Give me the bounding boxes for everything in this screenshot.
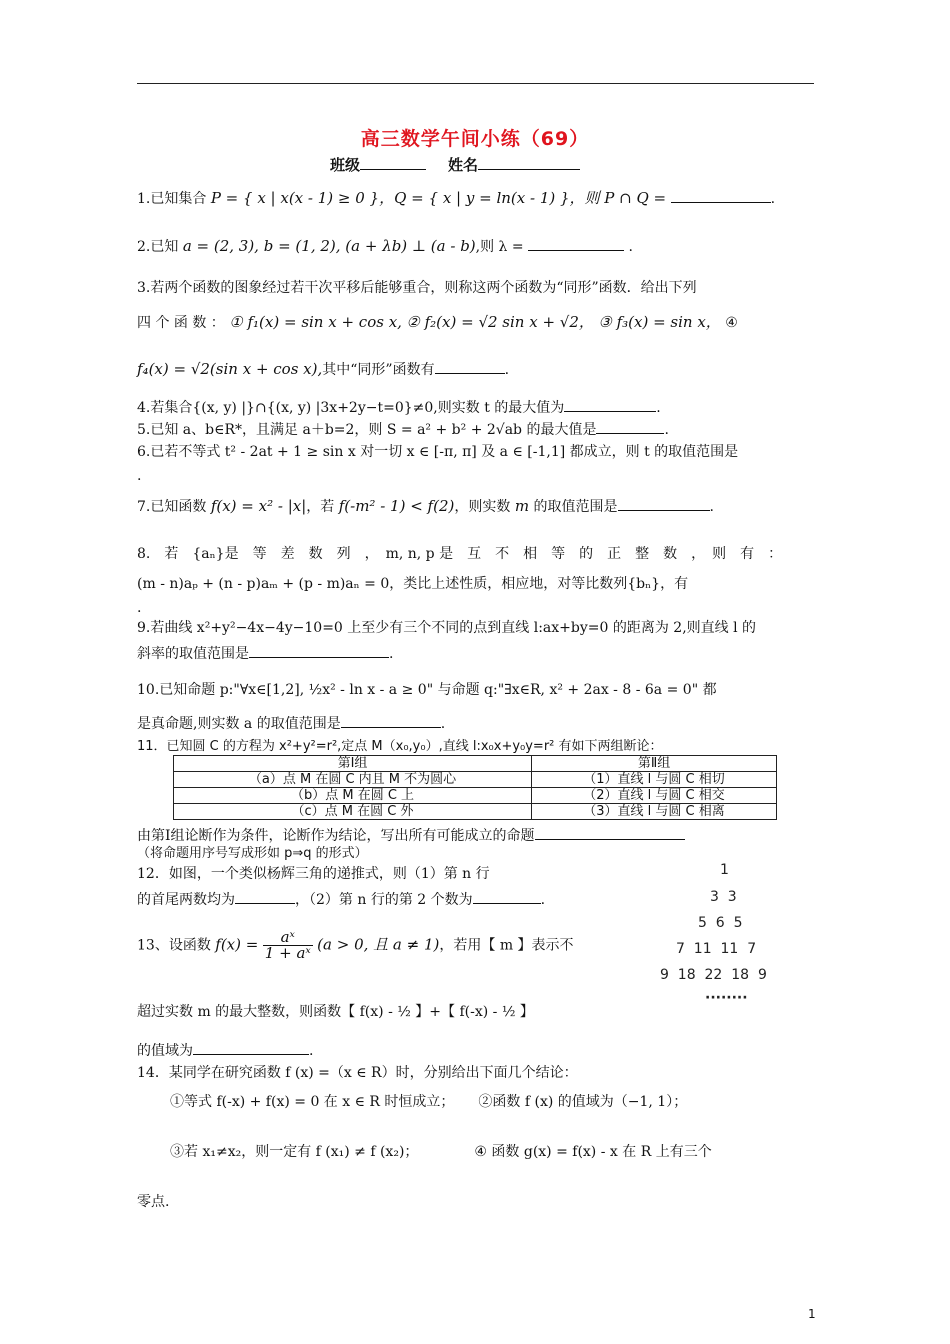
answer-blank — [435, 359, 505, 374]
class-label: 班级 — [330, 156, 361, 174]
question-8-line2: (m - n)aₚ + (n - p)aₘ + (p - m)aₙ = 0，类比上述性质，相应地，对等比数列{bₙ}，有 — [137, 576, 689, 592]
class-name-line — [330, 154, 580, 175]
table-cell: （b）点 M 在圆 C 上 — [174, 788, 532, 804]
table-row — [174, 788, 777, 804]
judgement-table — [173, 755, 777, 820]
question-10-line2: 是真命题,则实数 a 的取值范围是 . — [137, 712, 817, 736]
question-14-line1: 14．某同学在研究函数 f (x) =（x ∈ R）时，分别给出下面几个结论： — [137, 1065, 578, 1081]
table-header: 第Ⅰ组 — [174, 756, 532, 772]
name-label: 姓名 — [448, 156, 479, 174]
question-9-line2: 斜率的取值范围是 . — [137, 642, 817, 666]
table-row — [174, 772, 777, 788]
class-blank — [360, 169, 426, 170]
table-cell: （2）直线 l 与圆 C 相交 — [532, 788, 777, 804]
question-14-line2: ①等式 f(-x) + f(x) = 0 在 x ∈ R 时恒成立； ②函数 f (x) 的值域为（−1, 1）； — [170, 1094, 688, 1110]
question-7: 7.已知函数 f(x) = x² - |x|，若 f(-m² - 1) < f(2)，则实数 m 的取值范围是 . — [137, 497, 714, 515]
name-blank — [478, 169, 580, 170]
question-12-line2: 的首尾两数均为 ，（2）第 n 行的第 2 个数为 . — [137, 888, 817, 912]
question-13-line1: 13、设函数 f(x) = $\frac{\text{aˣ}}{\text{1 + aˣ}}$ (a > 0, 且 a ≠ 1)，若用【 m 】表示不 — [137, 928, 574, 962]
q2-formula: a = (2, 3), b = (1, 2), (a + λb) ⊥ (a - b) — [182, 237, 476, 255]
answer-blank — [473, 889, 541, 904]
page-number: 1 — [808, 1307, 816, 1321]
triangle-ellipsis: ········ — [705, 990, 748, 1006]
question-3-line1: 3.若两个函数的图象经过若干次平移后能够重合，则称这两个函数为“同形”函数．给出下列 — [137, 280, 697, 296]
triangle-row: 1 — [720, 862, 729, 878]
answer-blank — [596, 419, 664, 434]
question-13-line3: 的值域为 . — [137, 1039, 817, 1063]
table-cell: （a）点 M 在圆 C 内且 M 不为圆心 — [174, 772, 532, 788]
question-2: 2.已知 a = (2, 3), b = (1, 2), (a + λb) ⊥ (a - b),则 λ = . — [137, 237, 633, 255]
question-12-line1: 12．如图，一个类似杨辉三角的递推式，则（1）第 n 行 — [137, 866, 490, 882]
table-cell: （c）点 M 在圆 C 外 — [174, 804, 532, 820]
question-11-line3: （将命题用序号写成形如 p⇒q 的形式） — [137, 846, 368, 861]
question-1: 1.已知集合 P = { x | x(x - 1) ≥ 0 }，Q = { x | y = ln(x - 1) }，则 P ∩ Q = . — [137, 189, 776, 207]
triangle-row: 7 11 11 7 — [676, 941, 757, 957]
table-row — [174, 804, 777, 820]
page-title: 高三数学午间小练（69） — [360, 128, 590, 150]
answer-blank — [235, 889, 295, 904]
question-14-line4: 零点. — [137, 1194, 170, 1210]
question-8-line1: 8. 若 {aₙ}是 等 差 数 列 ， m, n, p 是 互 不 相 等 的 正 整 数 ， 则 有 ： — [137, 546, 783, 562]
answer-blank — [671, 188, 771, 203]
table-header: 第Ⅱ组 — [532, 756, 777, 772]
question-3-line3: f₄(x) = √2(sin x + cos x),其中“同形”函数有 . — [137, 360, 510, 378]
header-rule — [137, 83, 814, 84]
answer-blank — [618, 496, 710, 511]
question-10-line1: 10.已知命题 p:"∀x∈[1,2], ½x² - ln x - a ≥ 0" 与命题 q:"∃x∈R, x² + 2ax - 8 - 6a = 0" 都 — [137, 682, 717, 698]
question-11-line2: 由第Ⅰ组论断作为条件，论断作为结论，写出所有可能成立的命题 — [137, 824, 817, 848]
question-14-line3: ③若 x₁≠x₂，则一定有 f (x₁) ≠ f (x₂)； ④ 函数 g(x) = f(x) - x 在 R 上有三个 — [170, 1144, 712, 1160]
answer-blank — [249, 643, 389, 658]
question-8-line3: . — [137, 600, 142, 616]
table-cell: （1）直线 l 与圆 C 相切 — [532, 772, 777, 788]
table-cell: （3）直线 l 与圆 C 相离 — [532, 804, 777, 820]
answer-blank — [341, 713, 441, 728]
fraction: $\frac{\text{aˣ}}{\text{1 + aˣ}}$ — [264, 928, 311, 962]
answer-blank — [193, 1040, 309, 1055]
answer-blank — [564, 397, 656, 412]
question-5: 5.已知 a、b∈R*，且满足 a＋b=2，则 S = a² + b² + 2√ab 的最大值是 . — [137, 418, 817, 442]
triangle-row: 5 6 5 — [698, 915, 743, 931]
question-6: 6.已若不等式 t² - 2at + 1 ≥ sin x 对一切 x ∈ [-π, π] 及 a ∈ [-1,1] 都成立，则 t 的取值范围是 . — [137, 444, 739, 484]
question-13-line2: 超过实数 m 的最大整数，则函数【 f(x) - ½ 】+【 f(-x) - ½ 】 — [137, 1004, 534, 1020]
question-4: 4.若集合{(x, y) |}∩{(x, y) |3x+2y−t=0}≠0,则实数 t 的最大值为 . — [137, 396, 817, 420]
answer-blank — [528, 236, 624, 251]
question-9-line1: 9.若曲线 x²+y²−4x−4y−10=0 上至少有三个不同的点到直线 l:ax+by=0 的距离为 2,则直线 l 的 — [137, 620, 757, 636]
triangle-row: 9 18 22 18 9 — [660, 967, 767, 983]
q1-formula: P = { x | x(x - 1) ≥ 0 }，Q = { x | y = ln(x - 1) }，则 P ∩ Q = — [210, 189, 667, 207]
question-11-line1: 11．已知圆 C 的方程为 x²+y²=r²,定点 M（x₀,y₀）,直线 l:x₀x+y₀y=r² 有如下两组断论： — [137, 739, 663, 754]
table-header-row — [174, 756, 777, 772]
question-3-line2: 四 个 函 数 ： ① f₁(x) = sin x + cos x, ② f₂(x) = √2 sin x + √2， ③ f₃(x) = sin x， ④ — [137, 313, 738, 331]
triangle-row: 3 3 — [710, 889, 737, 905]
answer-blank — [535, 825, 685, 840]
